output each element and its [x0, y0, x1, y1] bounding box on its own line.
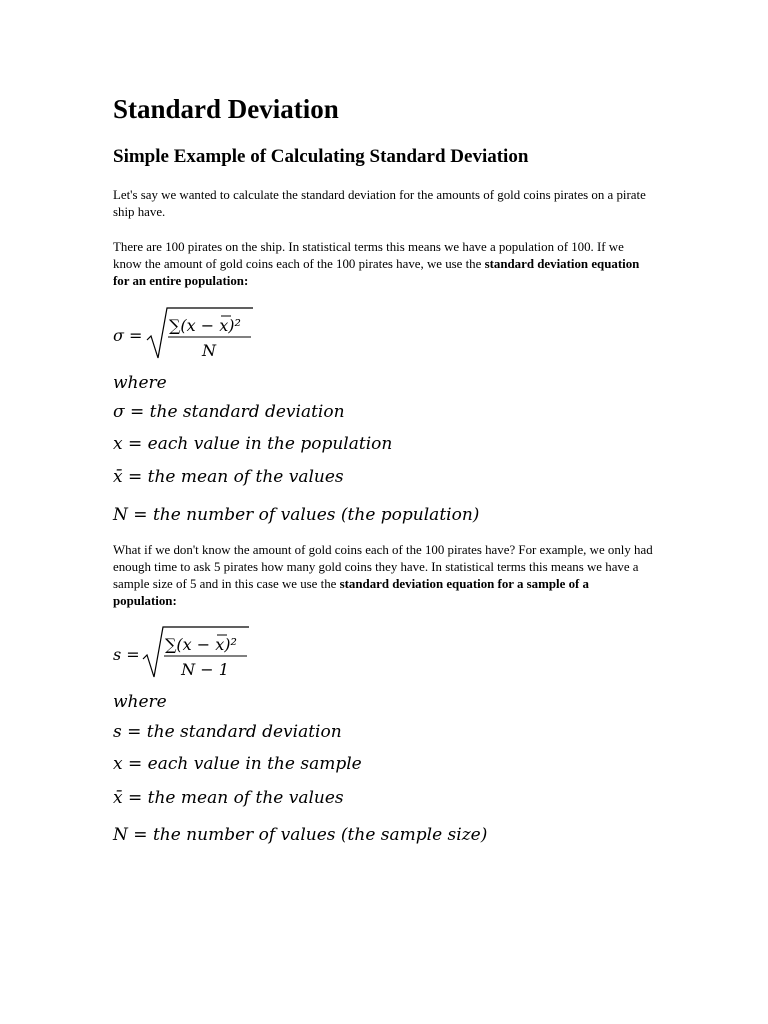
definition-text: the mean of the values	[147, 467, 344, 487]
section-heading: Simple Example of Calculating Standard Deviation	[113, 146, 529, 167]
definition-text: the number of values (the sample size)	[152, 825, 488, 845]
population-definition: N = the number of values (the population)	[113, 505, 480, 525]
sample-paragraph	[113, 542, 653, 610]
definition-symbol: N	[113, 505, 128, 525]
formula-lhs: σ =	[113, 326, 143, 345]
sample-definition: N = the number of values (the sample size)	[113, 825, 488, 845]
population-text: There are 100 pirates on the ship. In statistical terms this means we have a population of 100. If we know the amount of gold coins each of the 100 pirates have, we use the	[113, 240, 624, 271]
population-definition: x̄ = the mean of the values	[113, 467, 344, 487]
sample-where-label: where	[113, 692, 167, 712]
sample-definition: x = each value in the sample	[113, 754, 362, 774]
definition-symbol: σ	[113, 402, 125, 422]
formula-denominator: N	[202, 341, 216, 360]
intro-paragraph: Let's say we wanted to calculate the standard deviation for the amounts of gold coins pirates on a pirate ship have.	[113, 188, 646, 219]
definition-symbol: x̄	[113, 788, 123, 808]
page-title: Standard Deviation	[113, 94, 339, 124]
definition-text: the number of values (the population)	[152, 505, 480, 525]
sample-formula	[113, 619, 293, 690]
sample-definition: x̄ = the mean of the values	[113, 788, 344, 808]
definition-symbol: x	[113, 434, 123, 454]
sample-text: What if we don't know the amount of gold coins each of the 100 pirates have? For example, we only had enough time to ask 5 pirates how many gold coins they have. In statistical terms this means we have a sample size of 5 and in this case we use the	[113, 543, 653, 591]
definition-text: the mean of the values	[147, 788, 344, 808]
definition-symbol: x	[113, 754, 123, 774]
formula-lhs: s =	[113, 645, 140, 664]
population-definition: σ = the standard deviation	[113, 402, 345, 422]
population-definition: x = each value in the population	[113, 434, 393, 454]
sample-bold-text: standard deviation equation for a sample of a population:	[113, 577, 589, 608]
population-bold-text: standard deviation equation for an entire population:	[113, 257, 640, 288]
sample-definition: s = the standard deviation	[113, 722, 342, 742]
sample-formula-svg	[113, 619, 293, 685]
definition-symbol: x̄	[113, 467, 123, 487]
population-where-label: where	[113, 373, 167, 393]
definition-text: each value in the sample	[147, 754, 362, 774]
definition-text: the standard deviation	[146, 722, 342, 742]
definition-text: each value in the population	[147, 434, 393, 454]
population-paragraph	[113, 239, 653, 290]
definition-text: the standard deviation	[149, 402, 345, 422]
definition-symbol: s	[113, 722, 122, 742]
formula-numerator: ∑(x − x)²	[165, 635, 237, 654]
population-formula-svg	[113, 300, 293, 366]
formula-denominator: N − 1	[181, 660, 229, 679]
definition-symbol: N	[113, 825, 128, 845]
population-formula	[113, 300, 293, 371]
formula-numerator: ∑(x − x)²	[169, 316, 241, 335]
